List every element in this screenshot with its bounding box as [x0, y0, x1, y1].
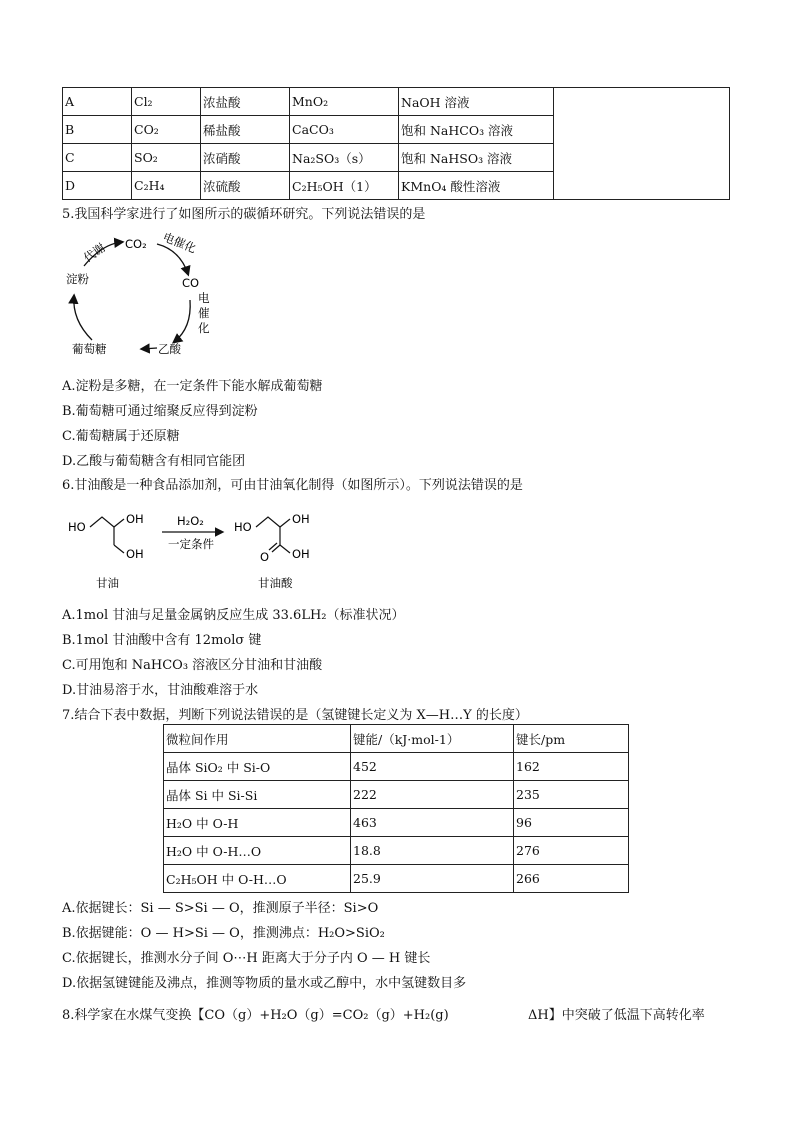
cell: A [63, 88, 132, 116]
table-header-row [164, 725, 629, 753]
cell: 浓盐酸 [201, 88, 290, 116]
electrocatalysis-label-2a: 电 [198, 291, 210, 305]
q6-option-a: A.1mol 甘油与足量金属钠反应生成 33.6LH₂（标准状况） [62, 608, 405, 623]
cell: B [63, 116, 132, 144]
bond-data-table [163, 724, 629, 893]
co-label: CO [182, 276, 200, 290]
cell: 235 [514, 781, 629, 809]
reagent-label: H₂O₂ [177, 514, 204, 528]
question-5-stem: 5.我国科学家进行了如图所示的碳循环研究。下列说法错误的是 [62, 207, 426, 222]
glyceric-oh-bottom: OH [292, 547, 310, 561]
cell: 276 [514, 837, 629, 865]
cell: 晶体 SiO₂ 中 Si-O [164, 753, 351, 781]
header-cell: 键长/pm [514, 725, 629, 753]
cell: MnO₂ [290, 88, 399, 116]
cell: 25.9 [351, 865, 514, 893]
glucose-label: 葡萄糖 [72, 342, 107, 356]
glycerol-bond-oh1 [114, 519, 124, 527]
cell: 222 [351, 781, 514, 809]
glycerol-oh-bottom: OH [126, 547, 144, 561]
cell: 晶体 Si 中 Si-Si [164, 781, 351, 809]
cell: 18.8 [351, 837, 514, 865]
cell: C₂H₅OH（1） [290, 172, 399, 200]
glyceric-bond-oh2 [280, 545, 290, 553]
cell: CO₂ [132, 116, 201, 144]
q5-option-c: C.葡萄糖属于还原糖 [62, 429, 180, 444]
glyceric-o: O [260, 550, 270, 564]
cell: Cl₂ [132, 88, 201, 116]
glycerol-caption: 甘油 [96, 576, 119, 590]
glycerol-oh-top: OH [126, 512, 144, 526]
q7-option-b: B.依据键能：O — H>Si — O，推测沸点：H₂O>SiO₂ [62, 926, 385, 941]
arc-acetic-glucose [142, 348, 157, 349]
header-cell: 微粒间作用 [164, 725, 351, 753]
table-row [164, 837, 629, 865]
cell: SO₂ [132, 144, 201, 172]
table-row [164, 781, 629, 809]
cell: KMnO₄ 酸性溶液 [399, 172, 554, 200]
cell: C₂H₅OH 中 O-H…O [164, 865, 351, 893]
q6-option-b: B.1mol 甘油酸中含有 12molσ 键 [62, 633, 262, 648]
glyceric-oh-top: OH [292, 512, 310, 526]
q6-option-c: C.可用饱和 NaHCO₃ 溶液区分甘油和甘油酸 [62, 658, 323, 673]
q6-option-d: D.甘油易溶于水，甘油酸难溶于水 [62, 683, 259, 698]
q5-option-b: B.葡萄糖可通过缩聚反应得到淀粉 [62, 404, 258, 419]
glycerol-oxidation-scheme [62, 505, 332, 595]
glycerol-skeleton [90, 517, 114, 527]
cell: 463 [351, 809, 514, 837]
glyceric-bond-oh [280, 519, 290, 527]
cell: H₂O 中 O-H [164, 809, 351, 837]
blank-cell [554, 88, 730, 200]
question-8-stem: 8.科学家在水煤气变换【CO（g）+H₂O（g）=CO₂（g）+H₂(g) [62, 1008, 449, 1023]
cell: CaCO₃ [290, 116, 399, 144]
cell: NaOH 溶液 [399, 88, 554, 116]
q5-option-a: A.淀粉是多糖，在一定条件下能水解成葡萄糖 [62, 379, 323, 394]
cell: 162 [514, 753, 629, 781]
electrocatalysis-label-2b: 催 [198, 306, 210, 320]
glycerol-bond-oh2 [114, 545, 124, 553]
header-cell: 键能/（kJ·mol-1） [351, 725, 514, 753]
cell: 452 [351, 753, 514, 781]
reagent-table [62, 87, 730, 200]
q7-option-a: A.依据键长：Si — S>Si — O，推测原子半径：Si>O [62, 901, 379, 916]
electrocatalysis-label-1: 电催化 [160, 229, 199, 256]
cell: Na₂SO₃（s） [290, 144, 399, 172]
table-row [164, 809, 629, 837]
table-row [164, 865, 629, 893]
carbon-cycle-diagram [62, 228, 232, 360]
cell: C₂H₄ [132, 172, 201, 200]
table-row [164, 753, 629, 781]
question-7-stem: 7.结合下表中数据，判断下列说法错误的是（氢键键长定义为 X—H…Y 的长度） [62, 708, 528, 723]
q7-option-c: C.依据键长，推测水分子间 O⋯H 距离大于分子内 O — H 键长 [62, 951, 431, 966]
cell: C [63, 144, 132, 172]
cell: 饱和 NaHSO₃ 溶液 [399, 144, 554, 172]
cell: H₂O 中 O-H…O [164, 837, 351, 865]
q7-option-d: D.依据氢键键能及沸点，推测等物质的量水或乙醇中，水中氢键数目多 [62, 976, 467, 991]
glyceric-skeleton [256, 517, 280, 527]
condition-label: 一定条件 [168, 537, 214, 551]
metabolism-label: 代谢 [80, 240, 108, 266]
cell: 饱和 NaHCO₃ 溶液 [399, 116, 554, 144]
table-row [63, 88, 730, 116]
electrocatalysis-label-2c: 化 [198, 321, 210, 335]
acetic-label: 乙酸 [158, 342, 181, 356]
question-8-tail: ΔH】中突破了低温下高转化率 [528, 1008, 705, 1023]
question-6-stem: 6.甘油酸是一种食品添加剂，可由甘油氧化制得（如图所示）。下列说法错误的是 [62, 478, 523, 493]
glyceric-caption: 甘油酸 [258, 576, 293, 590]
cell: 浓硝酸 [201, 144, 290, 172]
glyceric-ho: HO [234, 520, 252, 534]
arc-glucose-starch [74, 296, 92, 340]
cell: 96 [514, 809, 629, 837]
cell: D [63, 172, 132, 200]
cell: 266 [514, 865, 629, 893]
q5-option-d: D.乙酸与葡萄糖含有相同官能团 [62, 454, 246, 469]
cell: 稀盐酸 [201, 116, 290, 144]
glycerol-ho: HO [68, 520, 86, 534]
arc-co-acetic [174, 300, 190, 342]
co2-label: CO₂ [125, 237, 147, 251]
cell: 浓硫酸 [201, 172, 290, 200]
starch-label: 淀粉 [66, 272, 89, 286]
